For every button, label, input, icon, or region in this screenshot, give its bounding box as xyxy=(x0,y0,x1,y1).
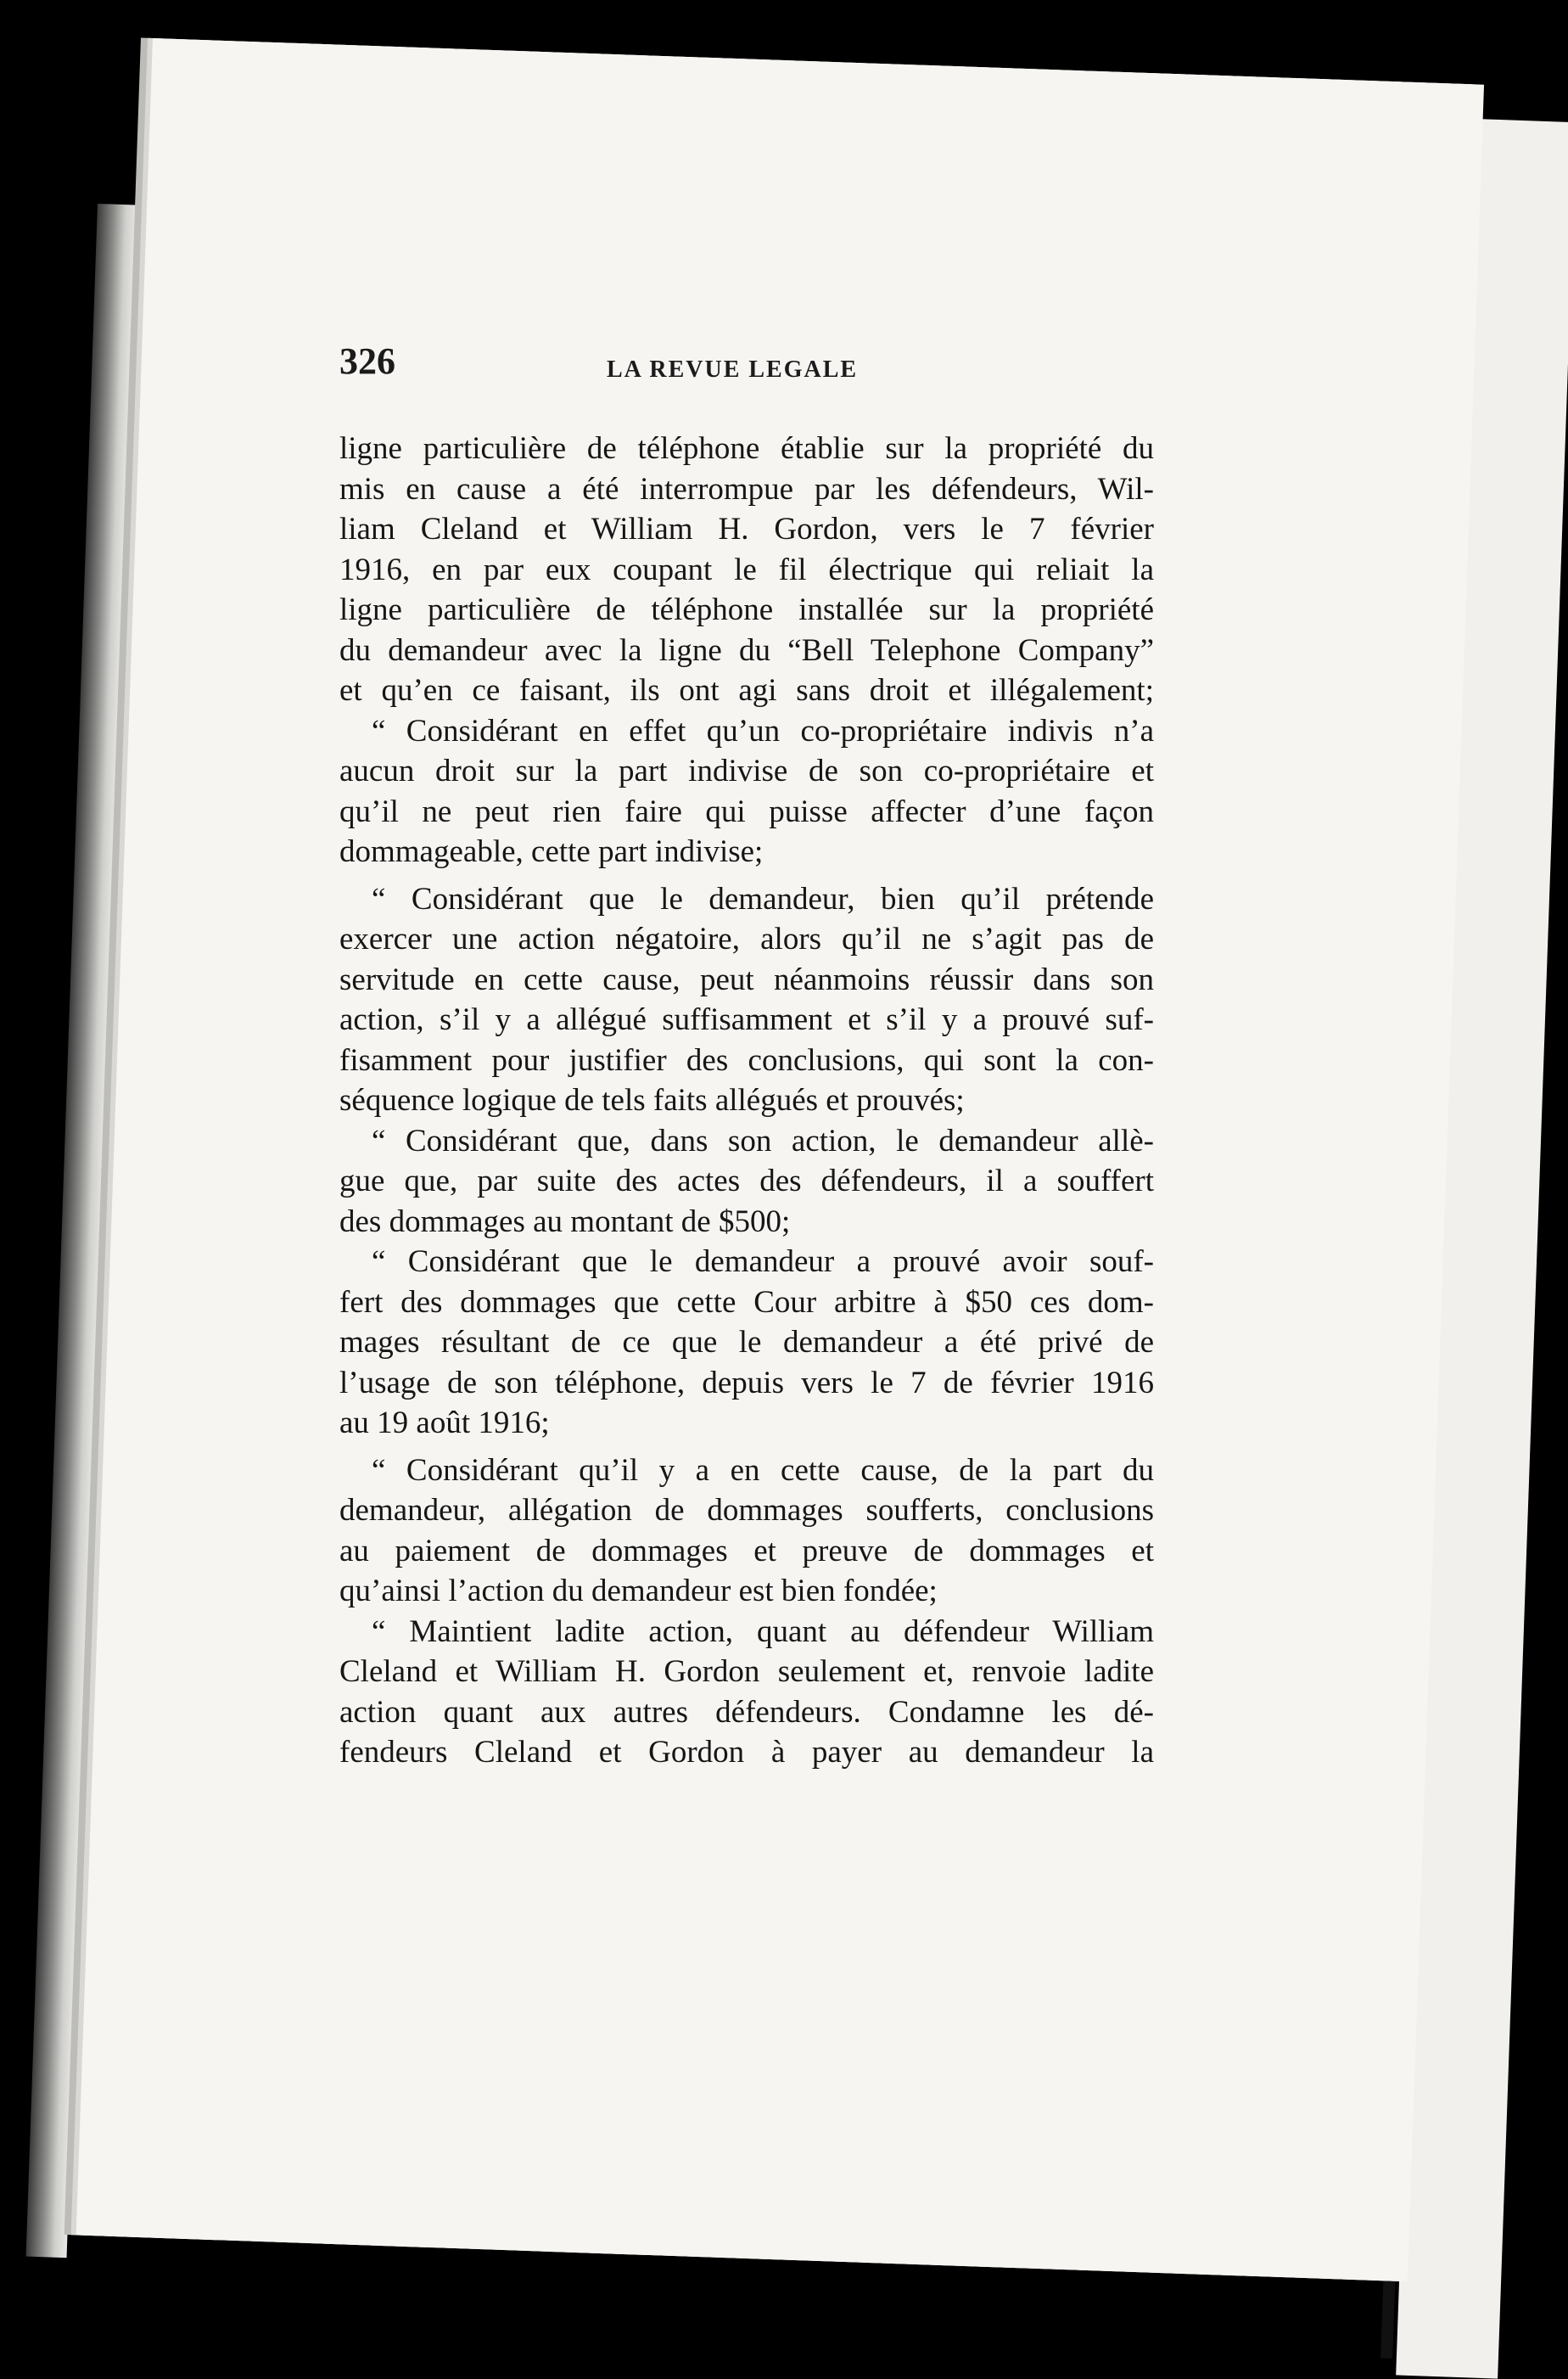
text-line: fisamment pour justifier des conclusions, qui sont la con- xyxy=(339,1042,1154,1078)
text-line: au 19 août 1916; xyxy=(339,1406,550,1440)
text-line: 1916, en par eux coupant le fil électrique qui reliait la xyxy=(339,552,1154,587)
running-title: LA REVUE LEGALE xyxy=(607,356,859,383)
text-line: “ Considérant que le demandeur, bien qu’il prétende xyxy=(372,881,1154,917)
page-header xyxy=(339,339,1358,390)
text-line: qu’ainsi l’action du demandeur est bien fondée; xyxy=(339,1574,938,1608)
text-line: aucun droit sur la part indivise de son co-propriétaire et xyxy=(339,754,1154,788)
text-line: “ Considérant que le demandeur a prouvé avoir souf- xyxy=(372,1244,1154,1279)
text-line: l’usage de son téléphone, depuis vers le 7 de février 1916 xyxy=(339,1365,1154,1400)
text-line: action, s’il y a allégué suffisamment et s’il y a prouvé suf- xyxy=(339,1002,1154,1037)
page-number: 326 xyxy=(339,340,395,382)
text-line: servitude en cette cause, peut néanmoins réussir dans son xyxy=(339,962,1154,997)
text-line: “ Considérant qu’il y a en cette cause, de la part du xyxy=(372,1452,1154,1488)
text-line: liam Cleland et William H. Gordon, vers le 7 février xyxy=(339,512,1154,547)
text-line: demandeur, allégation de dommages soufferts, conclusions xyxy=(339,1493,1154,1528)
text-line: “ Maintient ladite action, quant au défendeur William xyxy=(372,1613,1154,1649)
text-line: ligne particulière de téléphone établie sur la propriété du xyxy=(339,431,1154,466)
text-line: qu’il ne peut rien faire qui puisse affecter d’une façon xyxy=(339,794,1154,829)
text-line: au paiement de dommages et preuve de dommages et xyxy=(339,1533,1154,1568)
text-line: séquence logique de tels faits allégués et prouvés; xyxy=(339,1083,965,1118)
text-line: gue que, par suite des actes des défendeurs, il a souffert xyxy=(339,1164,1154,1198)
text-line: exercer une action négatoire, alors qu’il ne s’agit pas de xyxy=(339,922,1154,957)
body-text xyxy=(339,429,1154,1773)
text-line: fert des dommages que cette Cour arbitre à $50 ces dom- xyxy=(339,1284,1154,1320)
text-line: “ Considérant que, dans son action, le demandeur allè- xyxy=(372,1123,1154,1159)
text-line: mis en cause a été interrompue par les défendeurs, Wil- xyxy=(339,471,1154,507)
text-line: des dommages au montant de $500; xyxy=(339,1204,791,1239)
text-line: Cleland et William H. Gordon seulement et, renvoie ladite xyxy=(339,1654,1154,1689)
text-line: ligne particulière de téléphone installée sur la propriété xyxy=(339,592,1154,627)
text-line: du demandeur avec la ligne du “Bell Telephone Company” xyxy=(339,632,1154,668)
text-line: action quant aux autres défendeurs. Condamne les dé- xyxy=(339,1694,1154,1730)
text-line: mages résultant de ce que le demandeur a été privé de xyxy=(339,1325,1154,1360)
text-line: et qu’en ce faisant, ils ont agi sans droit et illégalement; xyxy=(339,673,1154,708)
text-line: “ Considérant en effet qu’un co-propriétaire indivis n’a xyxy=(372,713,1154,749)
text-line: fendeurs Cleland et Gordon à payer au demandeur la xyxy=(339,1735,1154,1770)
text-line: dommageable, cette part indivise; xyxy=(339,834,764,869)
